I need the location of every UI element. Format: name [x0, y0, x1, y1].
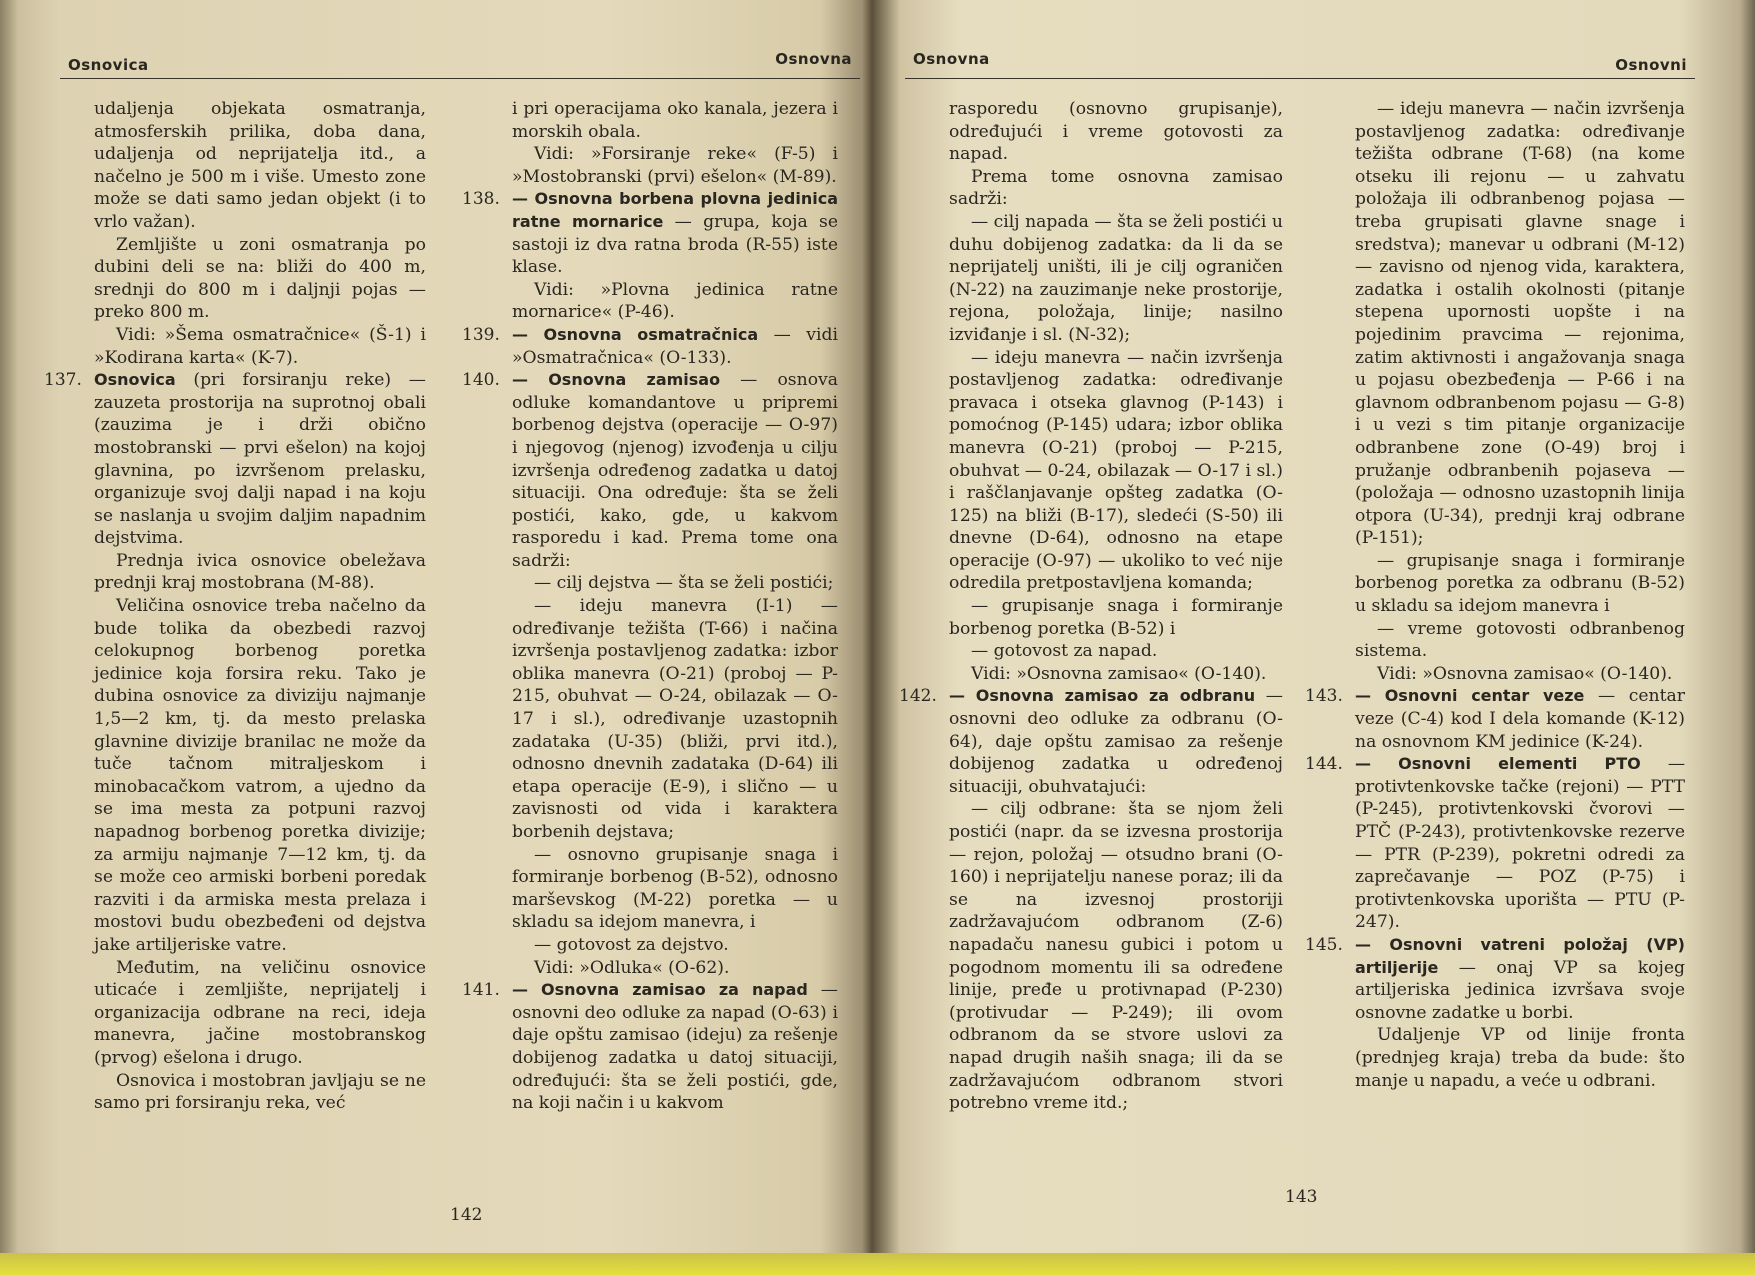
- entry-definition: — grupa, koja se sastoji iz dva ratna broda (R-55) iste klase.: [512, 211, 838, 278]
- dictionary-entry: [1305, 753, 1686, 934]
- left-header-guide-word: Osnovna: [775, 50, 852, 68]
- entry-term: Osnovica: [94, 370, 176, 390]
- body-paragraph: Udaljenje VP od linije fronta (prednjeg kraja) treba da bude: što manje u napadu, a veće u odbrani.: [1355, 1025, 1685, 1091]
- body-paragraph: — cilj dejstva — šta se želi postići;: [534, 573, 834, 594]
- dictionary-entry: [899, 685, 1283, 798]
- right-page: [899, 0, 1695, 1253]
- entry-number: 141.: [462, 980, 500, 1001]
- entry-term: — Osnovna zamisao: [512, 370, 721, 390]
- body-paragraph: Vidi: »Osnovna zamisao« (O-140).: [1377, 663, 1673, 684]
- entry-number: 143.: [1305, 686, 1343, 707]
- dictionary-entry: [1305, 685, 1686, 753]
- right-page-number: 143: [1285, 1187, 1318, 1207]
- entry-number: 145.: [1305, 934, 1343, 955]
- body-paragraph: Vidi: »Šema osmatračnice« (Š-1) i »Kodirana karta« (K-7).: [94, 324, 426, 368]
- right-page-column-1: [899, 98, 1283, 1115]
- entry-number: 138.: [462, 189, 500, 210]
- left-page-column-1: [44, 98, 426, 1115]
- body-paragraph: — gotovost za dejstvo.: [534, 934, 729, 955]
- left-header-word: Osnovica: [68, 56, 149, 74]
- entry-definition: — osnova odluke komandantove u pripremi borbenog dejstva (operacije — O-97) i njegovog (njenog) izvođenja u cilju izvršenja određenog zadatka u datoj situaciji. Ona određuje: šta se želi postići, kako, gde, u kakvom rasporedu i kad. Prema tome ona sadrži:: [512, 370, 838, 571]
- entry-definition: (pri forsiranju reke) — zauzeta prostorija na suprotnoj obali (zauzima je i drži obično mostobranski — prvi ešelon) na kojoj glavnina, po izvršenom prelasku, organizuje svoj dalji napad i na koju se naslanja u svojim daljim napadnim dejstvima.: [94, 370, 426, 549]
- entry-number: 139.: [462, 324, 500, 345]
- entry-definition: — osnovni deo odluke za napad (O-63) i daje opštu zamisao (ideju) za rešenje dobijenog zadatka u datoj situaciji, određujući: šta se želi postići, gde, na koji način i u kakvom: [512, 980, 838, 1114]
- entry-term: — Osnovni elementi PTO: [1355, 754, 1641, 774]
- body-paragraph: Vidi: »Forsiranje reke« (F-5) i »Mostobranski (prvi) ešelon« (M-89).: [512, 144, 838, 187]
- body-paragraph: Vidi: »Plovna jedinica ratne mornarice« (P-46).: [512, 279, 838, 323]
- entry-definition: — protivtenkovske tačke (rejoni) — PTT (P-245), protivtenkovski čvorovi — PTČ (P-243), protivtenkovske rezerve — PTR (P-239), pokretni odredi za zaprečavanje — POZ (P-75) i protivtenkovska uporišta — PTU (P-247).: [1355, 754, 1686, 933]
- entry-definition: — centar veze (C-4) kod I dela komande (K-12) na osnovnom KM jedinice (K-24).: [1355, 686, 1686, 752]
- entry-number: 142.: [899, 686, 937, 707]
- dictionary-entry: [1305, 934, 1685, 1024]
- body-paragraph: rasporedu (osnovno grupisanje), određujući i vreme gotovosti za napad.: [949, 99, 1283, 165]
- body-paragraph: Prema tome osnovna zamisao sadrži:: [949, 166, 1283, 210]
- body-paragraph: — ideju manevra (I-1) — određivanje težišta (T-66) i načina izvršenja postavljenog zadatka: izbor oblika manevra (O-21) (proboj — P-215, obuhvat — O-24, obilazak — O-17 i sl.), određivanje uzastopnih zadataka (U-35) (bliži, prvi itd.), odnosno dnevnih zadataka (D-64) ili etapa operacije (E-9), i slično — u zavisnosti od vida i karaktera borbenih dejstava;: [512, 596, 838, 842]
- entry-term: — Osnovna borbena plovna jedinica ratne mornarice: [512, 189, 838, 231]
- body-paragraph: — ideju manevra — način izvršenja postavljenog zadatka: određivanje težišta odbrane (T-68) (na kome otseku ili rejonu — u zahvatu položaja ili odbranbenog pojasa — treba grupisati glavne snage i sredstva); manevar u odbrani (M-12) — zavisno od njenog vida, karaktera, zadatka i ostalih okolnosti (pitanje stepena upornosti uopšte i na pojedinim pravcima — rejonima, zatim aktivnosti i angažovanja snaga u pojasu obezbeđenja — P-66 i na glavnom odbranbenom pojasu — G-8) i u vezi s tim pitanje organizacije odbranbene zone (O-49) broj i pružanje odbranbenih pojaseva — (položaja — odnosno uzastopnih linija otpora (U-34), prednji kraj odbrane (P-151);: [1355, 99, 1685, 549]
- body-paragraph: — grupisanje snaga i formiranje borbenog poretka (B-52) i: [949, 596, 1283, 639]
- body-paragraph: — ideju manevra — način izvršenja postavljenog zadatka: određivanje pravaca i otseka glavnog (P-143) i pomoćnog (P-145) udara; izbor oblika manevra (O-21) (proboj — P-215, obuhvat — 0-24, obilazak — O-17 i sl.) i raščlanjavanje opšteg zadatka (O-125) na bliži (B-17), sledeći (S-50) ili dnevne (D-64), odnosno na etape operacije (O-97) — ukoliko to već nije odredila pretpostavljena komanda;: [949, 347, 1283, 594]
- body-paragraph: Osnovica i mostobran javljaju se ne samo pri forsiranju reka, već: [94, 1070, 426, 1114]
- left-page: [44, 0, 860, 1253]
- entry-number: 137.: [44, 370, 82, 391]
- dictionary-entry: [462, 369, 838, 572]
- body-paragraph: — gotovost za napad.: [971, 641, 1158, 662]
- entry-term: — Osnovna zamisao za napad: [512, 980, 808, 1000]
- entry-term: — Osnovni vatreni položaj (VP) artiljerije: [1355, 934, 1685, 977]
- entry-term: — Osnovni centar veze: [1355, 686, 1585, 706]
- entry-definition: — onaj VP sa kojeg artiljeriska jedinica izvršava svoje osnovne zadatke u borbi.: [1355, 957, 1685, 1023]
- dictionary-entry: [462, 188, 838, 278]
- left-page-column-2: [462, 98, 838, 1115]
- body-paragraph: udaljenja objekata osmatranja, atmosferskih prilika, doba dana, udaljenja od neprijatelja itd., a načelno je 500 m i više. Umesto zone može se dati samo jedan objekt (i to vrlo važan).: [94, 99, 426, 232]
- body-paragraph: — vreme gotovosti odbranbenog sistema.: [1355, 618, 1685, 662]
- body-paragraph: Zemljište u zoni osmatranja po dubini deli se na: bliži do 400 m, srednji do 800 m i daljnji pojas — preko 800 m.: [94, 234, 426, 323]
- left-running-header: [60, 50, 860, 79]
- entry-term: — Osnovna osmatračnica: [512, 324, 759, 344]
- dictionary-entry: [462, 979, 838, 1115]
- body-paragraph: Vidi: »Odluka« (O-62).: [534, 957, 730, 978]
- right-page-column-2: [1305, 98, 1686, 1092]
- body-paragraph: Prednja ivica osnovice obeležava prednji kraj mostobrana (M-88).: [94, 550, 426, 594]
- body-paragraph: — cilj napada — šta se želi postići u duhu dobijenog zadatka: da li da se neprijatelj uništi, ili je cilj ograničen (N-22) na zauzimanje neke prostorije, rejona, položaja, linije; nasilno izviđanje i sl. (N-32);: [949, 211, 1283, 345]
- right-running-header: [905, 50, 1695, 79]
- entry-number: 144.: [1305, 754, 1343, 775]
- body-paragraph: Vidi: »Osnovna zamisao« (O-140).: [971, 663, 1267, 684]
- right-header-word: Osnovna: [913, 50, 990, 68]
- body-paragraph: — cilj odbrane: šta se njom želi postići (napr. da se izvesna prostorija — rejon, položaj — otsudno brani (O-160) i neprijatelju nanese poraz; ili da se na izvesnoj prostoriji zadržavajućom odbranom (Z-6) napadaču nanesu gubici i potom u pogodnom momentu ili sa određene linije, pređe u protivnapad (P-230) (protivudar — P-249); ili ovom odbranom da se stvore uslovi za napad drugih naših snaga; ili da se zadržavajućom odbranom stvori potrebno vreme itd.;: [949, 799, 1283, 1114]
- entry-definition: — vidi »Osmatračnica« (O-133).: [512, 324, 838, 368]
- body-paragraph: i pri operacijama oko kanala, jezera i morskih obala.: [512, 99, 838, 142]
- dictionary-entry: [44, 369, 426, 550]
- entry-definition: — osnovni deo odluke za odbranu (O-64), daje opštu zamisao za rešenje dobijenog zadatka u određenoj situaciji, obuhvatajući:: [949, 686, 1283, 797]
- body-paragraph: — osnovno grupisanje snaga i formiranje borbenog (B-52), odnosno marševskog (M-22) poretka — u skladu sa idejom manevra, i: [512, 844, 838, 933]
- body-paragraph: Međutim, na veličinu osnovice uticaće i zemljište, neprijatelj i organizacija odbrane na reci, ideja manevra, jačine mostobranskog (prvog) ešelona i drugo.: [94, 957, 426, 1068]
- entry-term: — Osnovna zamisao za odbranu: [949, 686, 1256, 706]
- dictionary-entry: [462, 324, 838, 369]
- left-page-number: 142: [450, 1205, 483, 1225]
- body-paragraph: Veličina osnovice treba načelno da bude tolika da obezbedi razvoj celokupnog borbenog poretka jedinice koja forsira reku. Tako je dubina osnovice za diviziju najmanje 1,5—2 km, tj. da mesto prelaska glavnine divizije branilac ne može da tuče tačnom mitraljeskom i minobacačkom vatrom, a ujedno da se ima mesta za potpuni razvoj napadnog borbenog poretka divizije; za armiju najmanje 7—12 km, tj. da se može ceo armiski borbeni poredak razviti i da armiska mesta prelaza i mostovi budu obezbeđeni od dejstva jake artiljeriske vatre.: [94, 596, 426, 955]
- right-header-guide-word: Osnovni: [1615, 56, 1687, 74]
- entry-number: 140.: [462, 370, 500, 391]
- body-paragraph: — grupisanje snaga i formiranje borbenog poretka za odbranu (B-52) u skladu sa idejom manevra i: [1355, 550, 1685, 617]
- scan-edge-bar: [0, 1253, 1755, 1275]
